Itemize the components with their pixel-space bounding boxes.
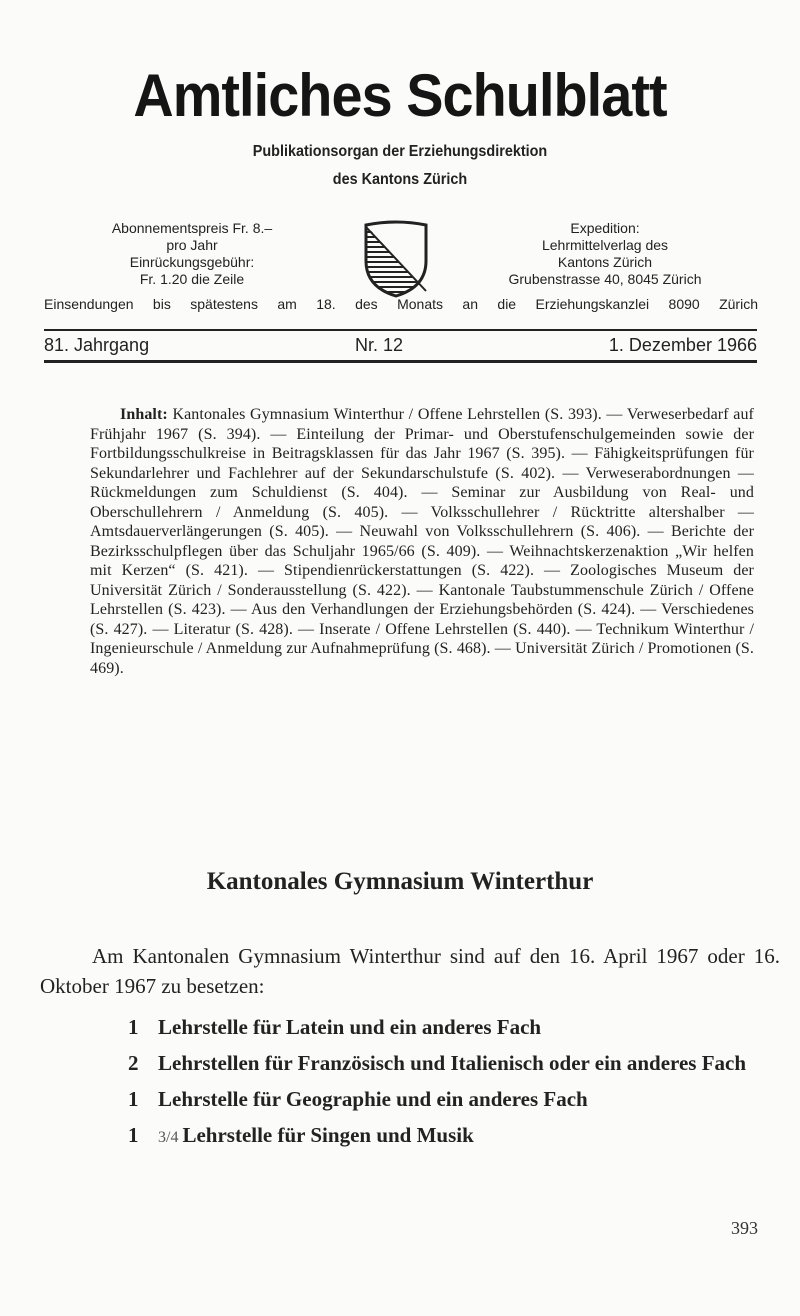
insertion-fee-label: Einrückungsgebühr: — [129, 254, 255, 270]
publication-title: Amtliches Schulblatt — [133, 62, 667, 129]
issue-number: Nr. 12 — [354, 334, 404, 355]
publication-subtitle-canton: des Kantons Zürich — [332, 171, 468, 188]
page-number: 393 — [731, 1218, 758, 1238]
subscription-price: Abonnementspreis Fr. 8.– — [111, 220, 273, 236]
position-text-wrapper — [158, 1121, 748, 1152]
publication-subtitle: Publikationsorgan der Erziehungsdirektion — [252, 143, 548, 160]
position-fraction: 3/4 — [158, 1129, 179, 1146]
toc-label: Inhalt: — [120, 406, 168, 423]
list-item — [128, 1013, 748, 1041]
position-text: Lehrstelle für Singen und Musik — [182, 1123, 474, 1147]
expedition-label: Expedition: — [570, 220, 640, 236]
subscription-period: pro Jahr — [166, 237, 218, 253]
issue-info-bar — [44, 331, 757, 359]
position-count: 2 — [128, 1051, 139, 1075]
insertion-fee: Fr. 1.20 die Zeile — [139, 271, 245, 287]
open-positions-list — [128, 1013, 748, 1160]
divider-bottom — [44, 360, 757, 363]
position-count: 1 — [128, 1015, 139, 1039]
position-text: Lehrstelle für Latein und ein anderes Fach — [158, 1015, 542, 1039]
zurich-coat-of-arms-icon — [360, 219, 432, 299]
position-text: Lehrstellen für Französisch und Italienisch oder ein anderes Fach — [158, 1051, 747, 1075]
subscription-info — [72, 220, 312, 288]
table-of-contents — [90, 405, 754, 678]
article-intro: Am Kantonalen Gymnasium Winterthur sind auf den 16. April 1967 oder 16. Oktober 1967 zu besetzen: — [40, 944, 780, 998]
list-item — [128, 1085, 748, 1113]
article-title: Kantonales Gymnasium Winterthur — [206, 868, 594, 895]
toc-text: Kantonales Gymnasium Winterthur / Offene Lehrstellen (S. 393). — Verweserbedarf auf Frühjahr 1967 (S. 394). — Einteilung der Primar- und Oberstufenschulgemeinden sowie der Fortbildungsschulkreise in Beitragsklassen für das Jahr 1967 (S. 395). — Fähigkeitsprüfungen für Sekundarlehrer und Fachlehrer auf der Sekundarschulstufe (S. 402). — Verweserabordnungen — Rückmeldungen zum Schuldienst (S. 404). — Seminar zur Ausbildung von Real- und Oberschullehrern / Anmeldung (S. 405). — Volksschullehrer / Rücktritte altershalber — Amtsdauerverlängerungen (S. 405). — Neuwahl von Volksschullehrern (S. 406). — Berichte der Bezirksschulpflegen über das Schuljahr 1965/66 (S. 409). — Weihnachtskerzenaktion „Wir helfen mit Kerzen“ (S. 421). — Stipendienrückerstattungen (S. 422). — Zoologisches Museum der Universität Zürich / Sonderausstellung (S. 422). — Kantonale Taubstummenschule Zürich / Offene Lehrstellen (S. 423). — Aus den Verhandlungen der Erziehungsbehörden (S. 424). — Verschiedenes (S. 427). — Literatur (S. 428). — Inserate / Offene Lehrstellen (S. 440). — Technikum Winterthur / Ingenieurschule / Anmeldung zur Aufnahmeprüfung (S. 468). — Universität Zürich / Promotionen (S. 469). — [90, 406, 754, 677]
submission-note: Einsendungen bis spätestens am 18. des Monats an die Erziehungskanzlei 8090 Zürich — [44, 296, 758, 312]
position-count: 1 — [128, 1123, 139, 1147]
position-count: 1 — [128, 1087, 139, 1111]
publisher-name: Lehrmittelverlag des — [541, 237, 669, 253]
expedition-info — [470, 220, 740, 288]
issue-date: 1. Dezember 1966 — [608, 334, 757, 355]
publisher-address: Grubenstrasse 40, 8045 Zürich — [508, 271, 702, 287]
volume-label: 81. Jahrgang — [44, 334, 150, 355]
publisher-canton: Kantons Zürich — [557, 254, 653, 270]
list-item — [128, 1121, 748, 1152]
list-item — [128, 1049, 748, 1077]
position-text: Lehrstelle für Geographie und ein anderes Fach — [158, 1087, 588, 1111]
